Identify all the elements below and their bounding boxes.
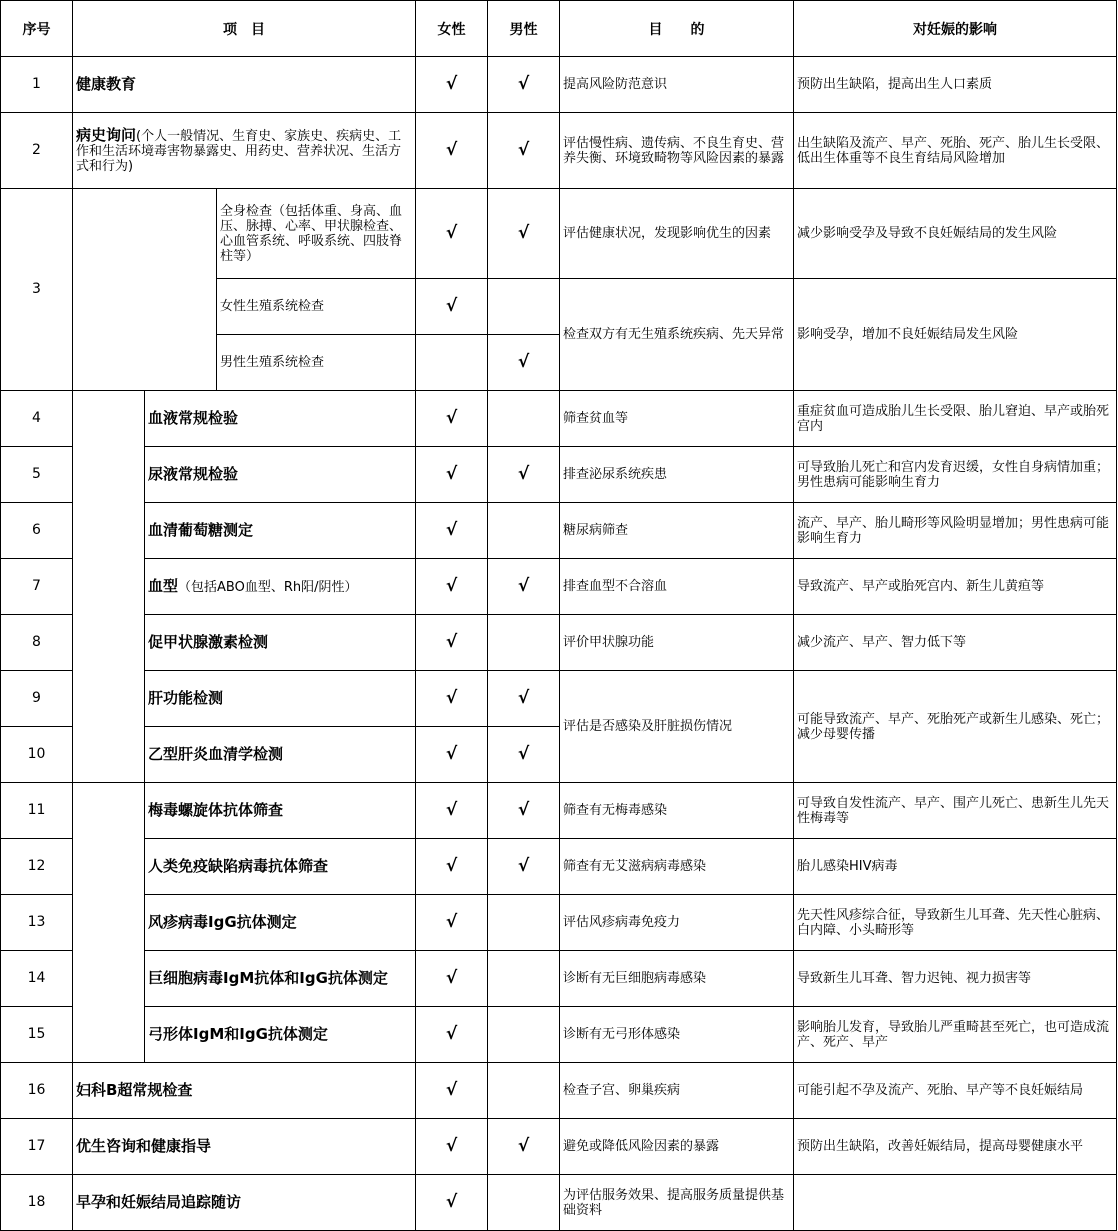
female-check: √ bbox=[416, 727, 488, 783]
impact-cell: 导致流产、早产或胎死宫内、新生儿黄疸等 bbox=[794, 559, 1117, 615]
item-cell bbox=[73, 1119, 416, 1175]
female-check: √ bbox=[416, 57, 488, 113]
purpose-cell: 排查血型不合溶血 bbox=[560, 559, 794, 615]
female-check: √ bbox=[416, 1119, 488, 1175]
row-number: 10 bbox=[1, 727, 73, 783]
purpose-cell: 筛查有无艾滋病病毒感染 bbox=[560, 839, 794, 895]
item-cell bbox=[145, 391, 416, 447]
male-check-empty bbox=[488, 895, 560, 951]
header-female: 女性 bbox=[416, 1, 488, 57]
row-number: 1 bbox=[1, 57, 73, 113]
item-cell bbox=[145, 951, 416, 1007]
item-title: 人类免疫缺陷病毒抗体筛查 bbox=[148, 856, 329, 875]
table-row bbox=[1, 1119, 1117, 1175]
table-row bbox=[1, 503, 1117, 559]
header-purpose: 目 的 bbox=[560, 1, 794, 57]
male-check: √ bbox=[488, 1119, 560, 1175]
female-check: √ bbox=[416, 839, 488, 895]
male-check-empty bbox=[488, 503, 560, 559]
item-cell bbox=[73, 57, 416, 113]
item-cell bbox=[145, 559, 416, 615]
female-check: √ bbox=[416, 615, 488, 671]
item-title: 血型 bbox=[148, 576, 179, 595]
purpose-cell: 评估风疹病毒免疫力 bbox=[560, 895, 794, 951]
group-cell bbox=[73, 391, 145, 783]
impact-cell: 预防出生缺陷，改善妊娠结局，提高母婴健康水平 bbox=[794, 1119, 1117, 1175]
purpose-cell: 检查子宫、卵巢疾病 bbox=[560, 1063, 794, 1119]
row-number: 2 bbox=[1, 113, 73, 189]
table-row bbox=[1, 189, 1117, 279]
purpose-cell: 评价甲状腺功能 bbox=[560, 615, 794, 671]
row-number: 7 bbox=[1, 559, 73, 615]
item-title: 尿液常规检验 bbox=[148, 464, 239, 483]
item-cell bbox=[145, 615, 416, 671]
impact-cell: 可能引起不孕及流产、死胎、早产等不良妊娠结局 bbox=[794, 1063, 1117, 1119]
item-title: 早孕和妊娠结局追踪随访 bbox=[76, 1192, 242, 1211]
table-row bbox=[1, 447, 1117, 503]
row-number: 14 bbox=[1, 951, 73, 1007]
item-title: 优生咨询和健康指导 bbox=[76, 1136, 212, 1155]
row-number: 4 bbox=[1, 391, 73, 447]
male-check-empty bbox=[488, 1175, 560, 1231]
item-cell bbox=[73, 1063, 416, 1119]
row-number: 3 bbox=[1, 189, 73, 391]
item-cell bbox=[145, 503, 416, 559]
table-row bbox=[1, 1175, 1117, 1231]
table-row bbox=[1, 839, 1117, 895]
impact-cell: 可导致自发性流产、早产、围产儿死亡、患新生儿先天性梅毒等 bbox=[794, 783, 1117, 839]
item-cell bbox=[145, 895, 416, 951]
item-cell bbox=[145, 1007, 416, 1063]
female-check: √ bbox=[416, 189, 488, 279]
item-title: 风疹病毒IgG抗体测定 bbox=[148, 912, 297, 931]
item-cell bbox=[73, 1175, 416, 1231]
impact-cell: 重症贫血可造成胎儿生长受限、胎儿窘迫、早产或胎死宫内 bbox=[794, 391, 1117, 447]
male-check-empty bbox=[488, 279, 560, 335]
table-row bbox=[1, 783, 1117, 839]
male-check: √ bbox=[488, 559, 560, 615]
purpose-cell: 提高风险防范意识 bbox=[560, 57, 794, 113]
row-number: 17 bbox=[1, 1119, 73, 1175]
row-number: 5 bbox=[1, 447, 73, 503]
impact-cell: 减少影响受孕及导致不良妊娠结局的发生风险 bbox=[794, 189, 1117, 279]
impact-cell: 预防出生缺陷，提高出生人口素质 bbox=[794, 57, 1117, 113]
header-row bbox=[1, 1, 1117, 57]
female-check: √ bbox=[416, 895, 488, 951]
table-row bbox=[1, 951, 1117, 1007]
table-row bbox=[1, 615, 1117, 671]
purpose-cell: 糖尿病筛查 bbox=[560, 503, 794, 559]
male-check: √ bbox=[488, 189, 560, 279]
female-check: √ bbox=[416, 671, 488, 727]
female-check: √ bbox=[416, 391, 488, 447]
male-check-empty bbox=[488, 951, 560, 1007]
item-note: （包括ABO血型、Rh阳/阴性） bbox=[178, 579, 358, 595]
male-check-empty bbox=[488, 1007, 560, 1063]
purpose-cell: 诊断有无弓形体感染 bbox=[560, 1007, 794, 1063]
female-check: √ bbox=[416, 1175, 488, 1231]
male-check: √ bbox=[488, 447, 560, 503]
row-number: 6 bbox=[1, 503, 73, 559]
female-check: √ bbox=[416, 559, 488, 615]
female-check: √ bbox=[416, 503, 488, 559]
row-number: 13 bbox=[1, 895, 73, 951]
impact-cell: 减少流产、早产、智力低下等 bbox=[794, 615, 1117, 671]
group-cell bbox=[73, 783, 145, 1063]
male-check-empty bbox=[488, 1063, 560, 1119]
male-check: √ bbox=[488, 671, 560, 727]
row-number: 9 bbox=[1, 671, 73, 727]
purpose-cell: 诊断有无巨细胞病毒感染 bbox=[560, 951, 794, 1007]
table-row bbox=[1, 895, 1117, 951]
female-check: √ bbox=[416, 447, 488, 503]
header-item: 项 目 bbox=[73, 1, 416, 57]
purpose-cell: 排查泌尿系统疾患 bbox=[560, 447, 794, 503]
female-check: √ bbox=[416, 113, 488, 189]
female-check: √ bbox=[416, 783, 488, 839]
female-check: √ bbox=[416, 1007, 488, 1063]
row-number: 8 bbox=[1, 615, 73, 671]
impact-cell: 胎儿感染HIV病毒 bbox=[794, 839, 1117, 895]
purpose-cell: 为评估服务效果、提高服务质量提供基础资料 bbox=[560, 1175, 794, 1231]
table-row bbox=[1, 1063, 1117, 1119]
item-title: 弓形体IgM和IgG抗体测定 bbox=[148, 1024, 328, 1043]
purpose-cell: 避免或降低风险因素的暴露 bbox=[560, 1119, 794, 1175]
impact-cell: 影响受孕，增加不良妊娠结局发生风险 bbox=[794, 279, 1117, 391]
item-title: 妇科B超常规检查 bbox=[76, 1080, 193, 1099]
item-title: 乙型肝炎血清学检测 bbox=[148, 744, 284, 763]
male-check: √ bbox=[488, 727, 560, 783]
male-check: √ bbox=[488, 113, 560, 189]
purpose-cell: 筛查有无梅毒感染 bbox=[560, 783, 794, 839]
item-title: 血清葡萄糖测定 bbox=[148, 520, 254, 539]
item-note: (个人一般情况、生育史、家族史、疾病史、工作和生活环境毒害物暴露史、用药史、营养状况、生活方式和行为) bbox=[76, 128, 402, 174]
female-check: √ bbox=[416, 951, 488, 1007]
impact-cell: 导致新生儿耳聋、智力迟钝、视力损害等 bbox=[794, 951, 1117, 1007]
item-cell bbox=[145, 839, 416, 895]
table-row bbox=[1, 113, 1117, 189]
table-row bbox=[1, 57, 1117, 113]
purpose-cell: 评估慢性病、遗传病、不良生育史、营养失衡、环境致畸物等风险因素的暴露 bbox=[560, 113, 794, 189]
female-check-empty bbox=[416, 335, 488, 391]
table-row bbox=[1, 391, 1117, 447]
purpose-cell: 评估是否感染及肝脏损伤情况 bbox=[560, 671, 794, 783]
item-title: 促甲状腺激素检测 bbox=[148, 632, 269, 651]
impact-cell: 可导致胎儿死亡和宫内发育迟缓，女性自身病情加重；男性患病可能影响生育力 bbox=[794, 447, 1117, 503]
female-check: √ bbox=[416, 1063, 488, 1119]
purpose-cell: 筛查贫血等 bbox=[560, 391, 794, 447]
table-row bbox=[1, 671, 1117, 727]
row-number: 11 bbox=[1, 783, 73, 839]
item-cell bbox=[145, 671, 416, 727]
item-title: 巨细胞病毒IgM抗体和IgG抗体测定 bbox=[148, 968, 388, 987]
item-cell bbox=[145, 783, 416, 839]
impact-cell bbox=[794, 1175, 1117, 1231]
purpose-cell: 评估健康状况，发现影响优生的因素 bbox=[560, 189, 794, 279]
impact-cell: 可能导致流产、早产、死胎死产或新生儿感染、死亡；减少母婴传播 bbox=[794, 671, 1117, 783]
header-male: 男性 bbox=[488, 1, 560, 57]
male-check: √ bbox=[488, 839, 560, 895]
item-title: 病史询问 bbox=[76, 125, 137, 144]
male-check: √ bbox=[488, 57, 560, 113]
male-check: √ bbox=[488, 783, 560, 839]
male-check-empty bbox=[488, 615, 560, 671]
impact-cell: 流产、早产、胎儿畸形等风险明显增加；男性患病可能影响生育力 bbox=[794, 503, 1117, 559]
male-check-empty bbox=[488, 391, 560, 447]
item-cell bbox=[73, 113, 416, 189]
row-number: 16 bbox=[1, 1063, 73, 1119]
item-cell: 全身检查（包括体重、身高、血压、脉搏、心率、甲状腺检查、心血管系统、呼吸系统、四肢脊柱等） bbox=[217, 189, 416, 279]
group-cell bbox=[73, 189, 217, 391]
impact-cell: 影响胎儿发育，导致胎儿严重畸甚至死亡，也可造成流产、死产、早产 bbox=[794, 1007, 1117, 1063]
item-title: 健康教育 bbox=[76, 74, 137, 93]
header-impact: 对妊娠的影响 bbox=[794, 1, 1117, 57]
table-row bbox=[1, 559, 1117, 615]
item-cell: 女性生殖系统检查 bbox=[217, 279, 416, 335]
item-title: 梅毒螺旋体抗体筛查 bbox=[148, 800, 284, 819]
row-number: 12 bbox=[1, 839, 73, 895]
row-number: 15 bbox=[1, 1007, 73, 1063]
impact-cell: 出生缺陷及流产、早产、死胎、死产、胎儿生长受限、低出生体重等不良生育结局风险增加 bbox=[794, 113, 1117, 189]
item-cell: 男性生殖系统检查 bbox=[217, 335, 416, 391]
header-no: 序号 bbox=[1, 1, 73, 57]
impact-cell: 先天性风疹综合征，导致新生儿耳聋、先天性心脏病、白内障、小头畸形等 bbox=[794, 895, 1117, 951]
item-cell bbox=[145, 447, 416, 503]
purpose-cell: 检查双方有无生殖系统疾病、先天异常 bbox=[560, 279, 794, 391]
female-check: √ bbox=[416, 279, 488, 335]
item-cell bbox=[145, 727, 416, 783]
item-title: 血液常规检验 bbox=[148, 408, 239, 427]
male-check: √ bbox=[488, 335, 560, 391]
row-number: 18 bbox=[1, 1175, 73, 1231]
item-title: 肝功能检测 bbox=[148, 688, 224, 707]
table-row bbox=[1, 1007, 1117, 1063]
